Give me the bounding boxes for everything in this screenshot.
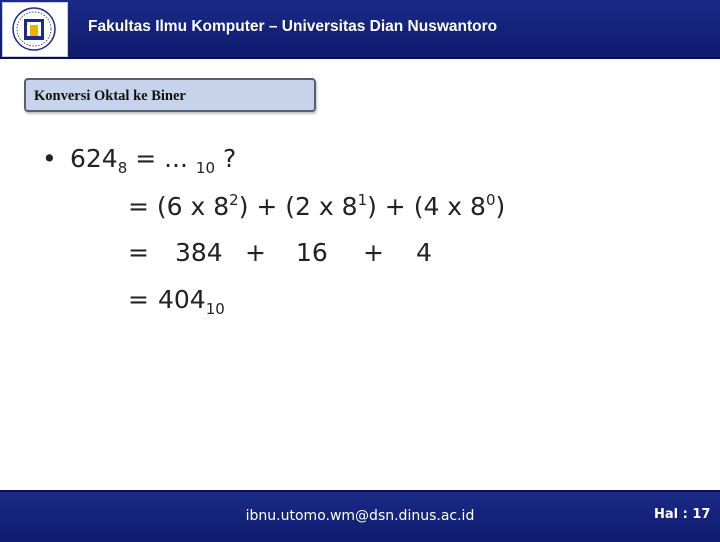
equation-line-2 xyxy=(128,192,505,221)
header-bar xyxy=(0,0,720,59)
expansion-part-1: = (6 x 8 xyxy=(128,192,230,221)
exponent-1: 2 xyxy=(229,191,239,209)
result-value: 404 xyxy=(158,285,206,314)
expansion-part-3: ) + (4 x 8 xyxy=(367,192,486,221)
exponent-2: 1 xyxy=(357,191,368,209)
slide-subtitle: Konversi Oktal ke Biner xyxy=(34,88,186,104)
equation-mid: = ... xyxy=(127,144,196,173)
question-mark: ? xyxy=(215,144,237,173)
equation-line-4 xyxy=(128,285,225,318)
plus-sign-2: + xyxy=(363,238,384,267)
term-384: 384 xyxy=(175,238,223,267)
slide-subtitle-box xyxy=(24,78,316,112)
footer-email: ibnu.utomo.wm@dsn.dinus.ac.id xyxy=(245,508,475,524)
expansion-end: ) xyxy=(495,192,506,221)
equals-sign-result: = xyxy=(128,285,149,314)
octal-number: 624 xyxy=(70,144,118,173)
octal-base: 8 xyxy=(117,159,128,177)
term-4: 4 xyxy=(416,238,432,267)
plus-sign-1: + xyxy=(245,238,266,267)
footer-bar xyxy=(0,490,720,542)
result-base: 10 xyxy=(205,300,225,318)
university-logo-icon xyxy=(11,6,57,52)
exponent-3: 0 xyxy=(485,191,496,209)
equation-line-1 xyxy=(70,144,237,177)
bullet-marker: • xyxy=(42,144,57,173)
equals-sign: = xyxy=(128,238,149,267)
header-title: Fakultas Ilmu Komputer – Universitas Dian Nuswantoro xyxy=(88,18,498,35)
university-logo xyxy=(2,2,68,57)
term-16: 16 xyxy=(296,238,328,267)
page-number: Hal : 17 xyxy=(654,507,711,522)
decimal-base: 10 xyxy=(195,159,215,177)
expansion-part-2: ) + (2 x 8 xyxy=(238,192,358,221)
equation-line-3 xyxy=(128,238,432,267)
